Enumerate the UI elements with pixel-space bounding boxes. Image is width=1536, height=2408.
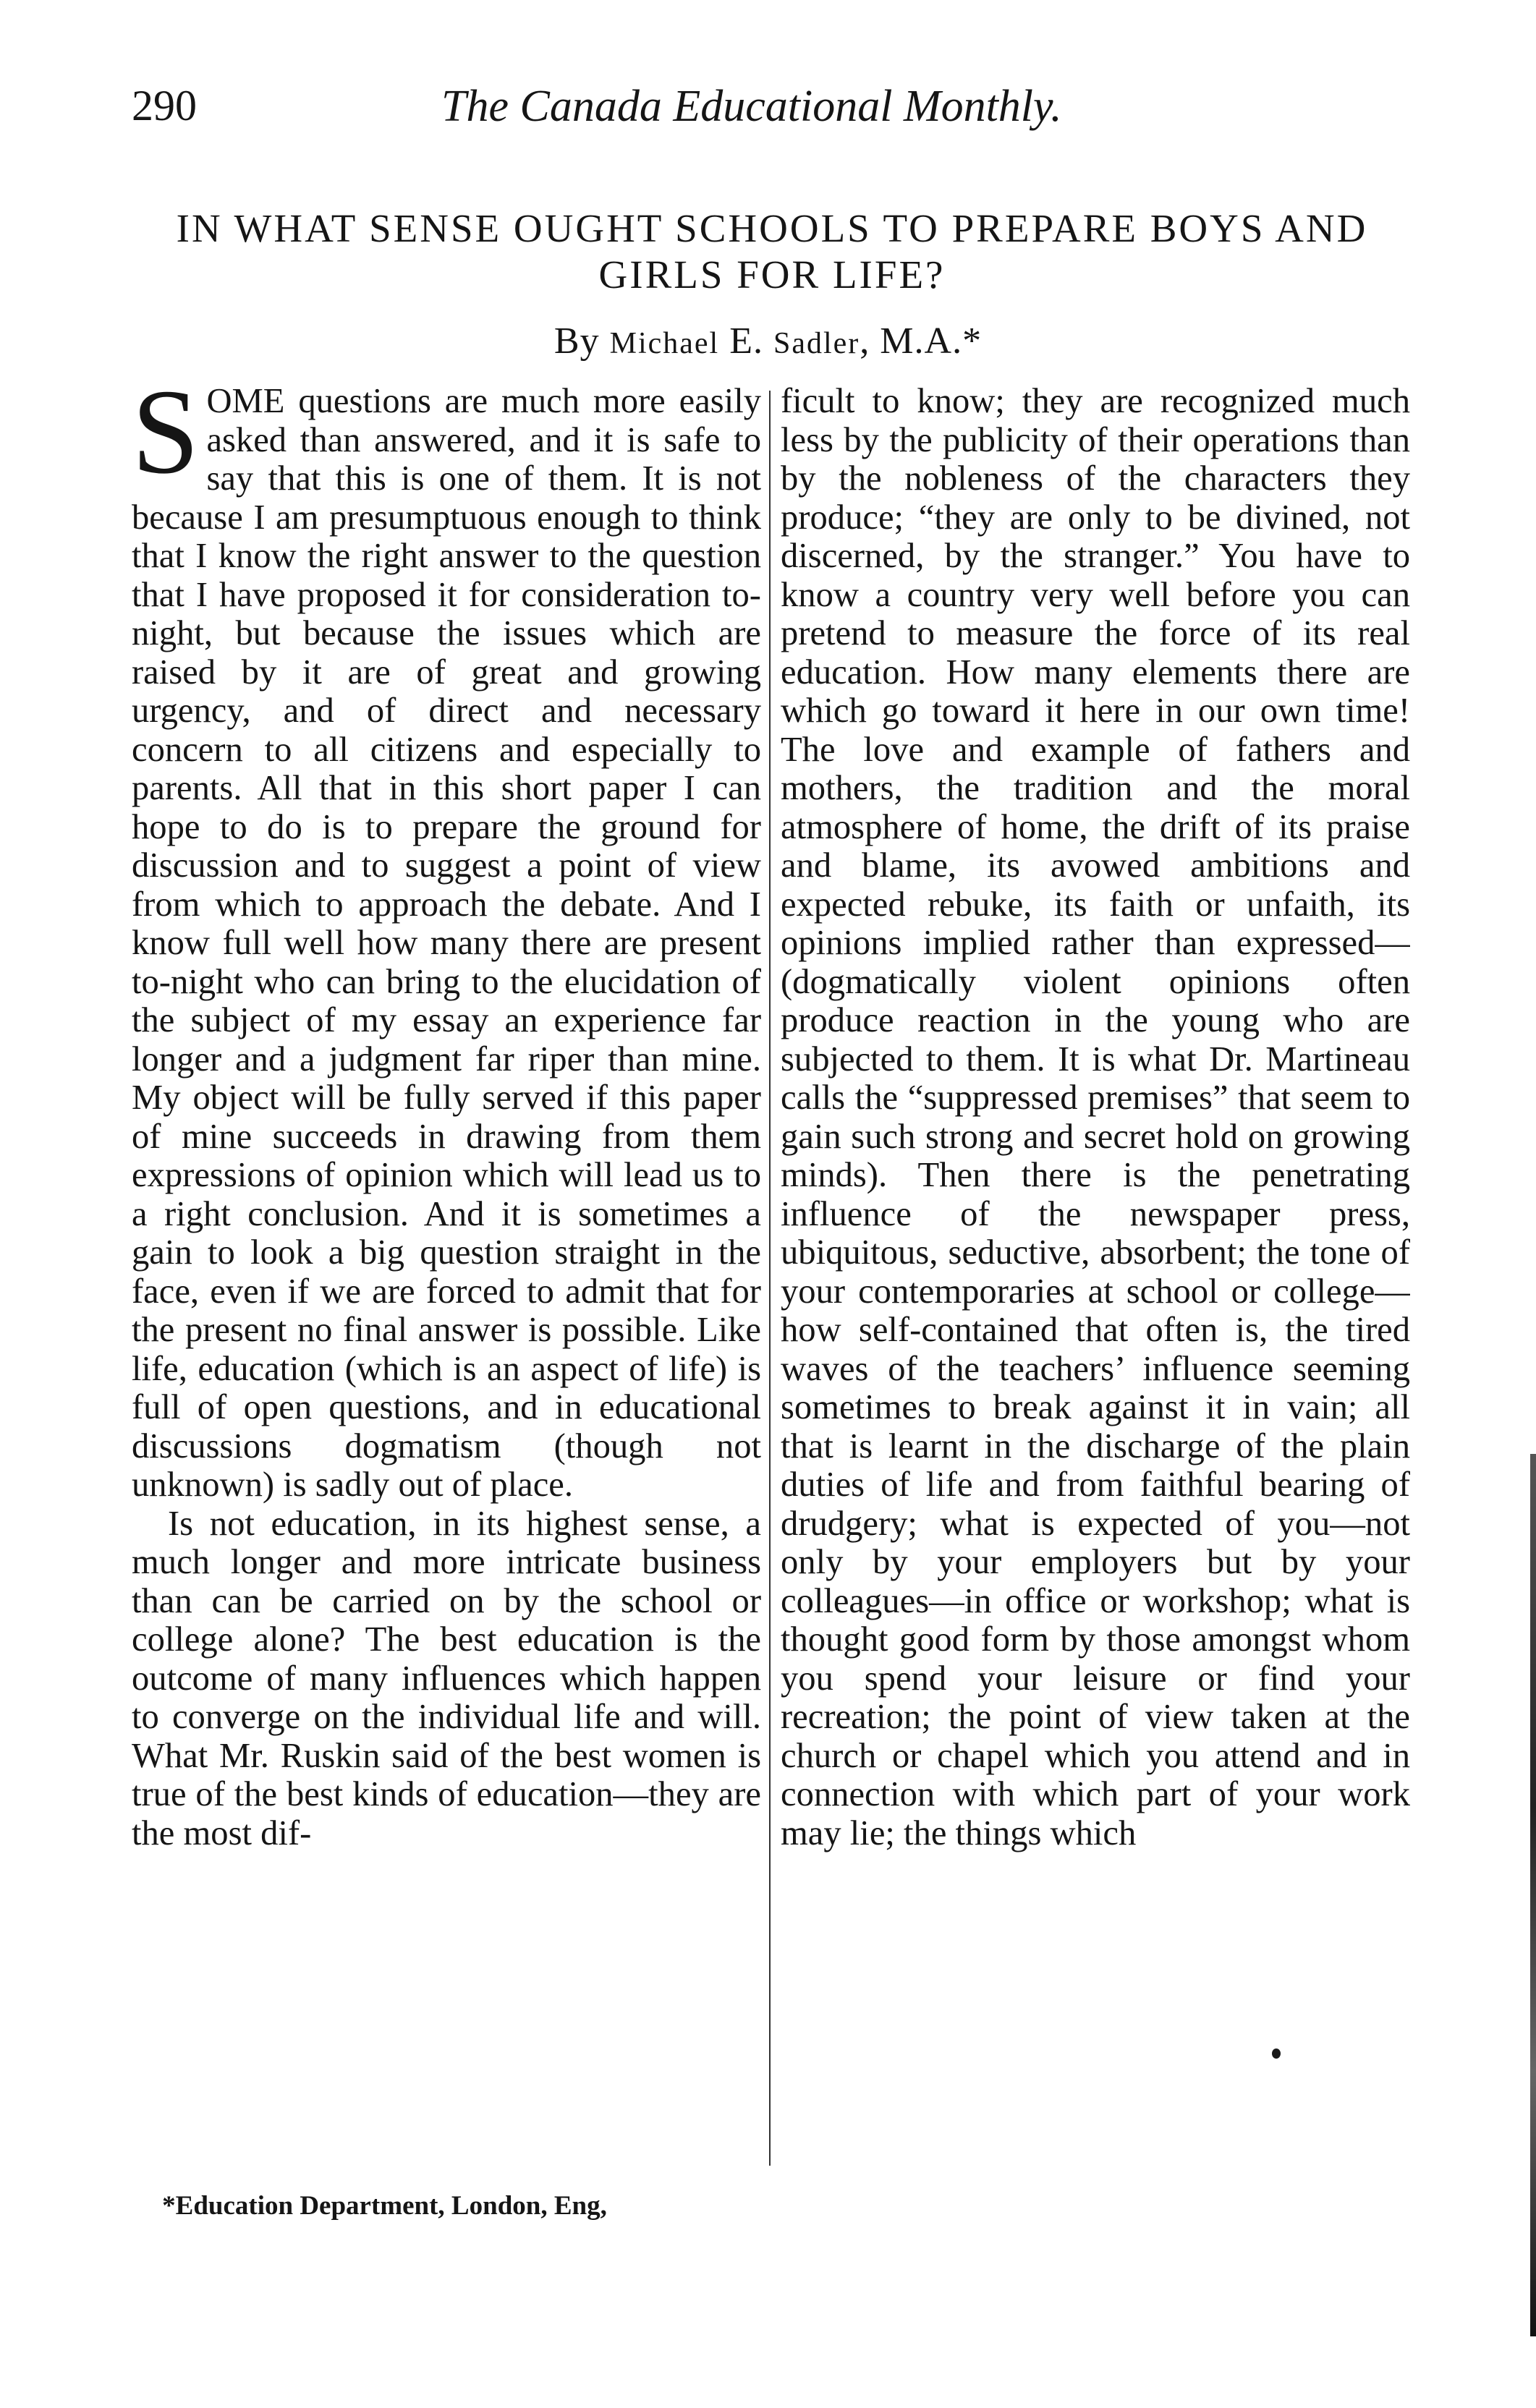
paragraph-2: Is not education, in its highest sense, a much longer and more intricate business than can be carried on by the school or college alone? The best education is the outcome of many influences which happen to converge on the individual life and will. What Mr. Ruskin said of the best women is true of the best kinds of education—they are the most dif-: [132, 1503, 761, 1852]
page-number: 290: [132, 82, 197, 129]
article-title: IN WHAT SENSE OUGHT SCHOOLS TO PREPARE BOYS AND GIRLS FOR LIFE?: [176, 206, 1368, 297]
author-first-name: Michael: [609, 327, 720, 360]
column-rule: [769, 391, 771, 2166]
paragraph-1: [132, 382, 761, 1505]
footnote: *Education Department, London, Eng,: [162, 2191, 607, 2221]
byline: [0, 320, 1536, 362]
page-edge-shadow: [1530, 1454, 1536, 2336]
author-degree: , M.A.*: [860, 320, 983, 362]
drop-cap: S: [132, 382, 200, 499]
byline-prefix: By: [553, 320, 610, 362]
left-column: [132, 382, 761, 2154]
lead-word: OME: [206, 382, 285, 420]
author-initial: E.: [719, 320, 773, 362]
right-column: [781, 382, 1410, 2154]
author-surname: Sadler: [773, 327, 860, 360]
ink-dot: [1272, 2048, 1281, 2059]
paragraph-1-text: questions are much more easily asked than answered, and it is safe to say that this is one of them. It is not because I am presumptuous enough to think that I know the right answer to the question that I have proposed it for consideration to-night, but because the issues which are raised by it are of great and growing urgency, and of direct and necessary concern to all citizens and especially to parents. All that in this short paper I can hope to do is to prepare the ground for discussion and to suggest a point of view from which to approach the debate. And I know full well how many there are present to-night who can bring to the elucidation of the subject of my essay an experience far longer and a judgment far riper than mine. My object will be fully served if this paper of mine succeeds in drawing from them expressions of opinion which will lead us to a right conclusion. And it is sometimes a gain to look a big question straight in the face, even if we are forced to admit that for the present no final answer is possible. Like life, education (which is an aspect of life) is full of open questions, and in educational discussions dogmatism (though not unknown) is sadly out of place.: [132, 382, 761, 1504]
paragraph-2-continued: ficult to know; they are recognized much less by the publicity of their operations than by the nobleness of the characters they produce; “they are only to be divined, not discerned, by the stranger.” You have to know a country very well before you can pretend to measure the force of its real education. How many elements there are which go toward it here in our own time! The love and example of fathers and mothers, the tradition and the moral atmosphere of home, the drift of its praise and blame, its avowed ambitions and expected rebuke, its faith or unfaith, its opinions implied rather than expressed—(dogmatically violent opinions often produce reaction in the young who are subjected to them. It is what Dr. Martineau calls the “suppressed premises” that seem to gain such strong and secret hold on growing minds). Then there is the penetrating influence of the newspaper press, ubiquitous, seductive, absorbent; the tone of your contemporaries at school or college—how self-contained that often is, the tired waves of the teachers’ influence seeming sometimes to break against it in vain; all that is learnt in the discharge of the plain duties of life and from faithful bearing of drudgery; what is expected of you—not only by your employers but by your colleagues—in office or workshop; what is thought good form by those amongst whom you spend your leisure or find your recreation; the point of view taken at the church or chapel which you attend and in connection with which part of your work may lie; the things which: [781, 382, 1410, 1852]
running-head: [132, 81, 1412, 153]
journal-title: The Canada Educational Monthly.: [441, 82, 1062, 131]
